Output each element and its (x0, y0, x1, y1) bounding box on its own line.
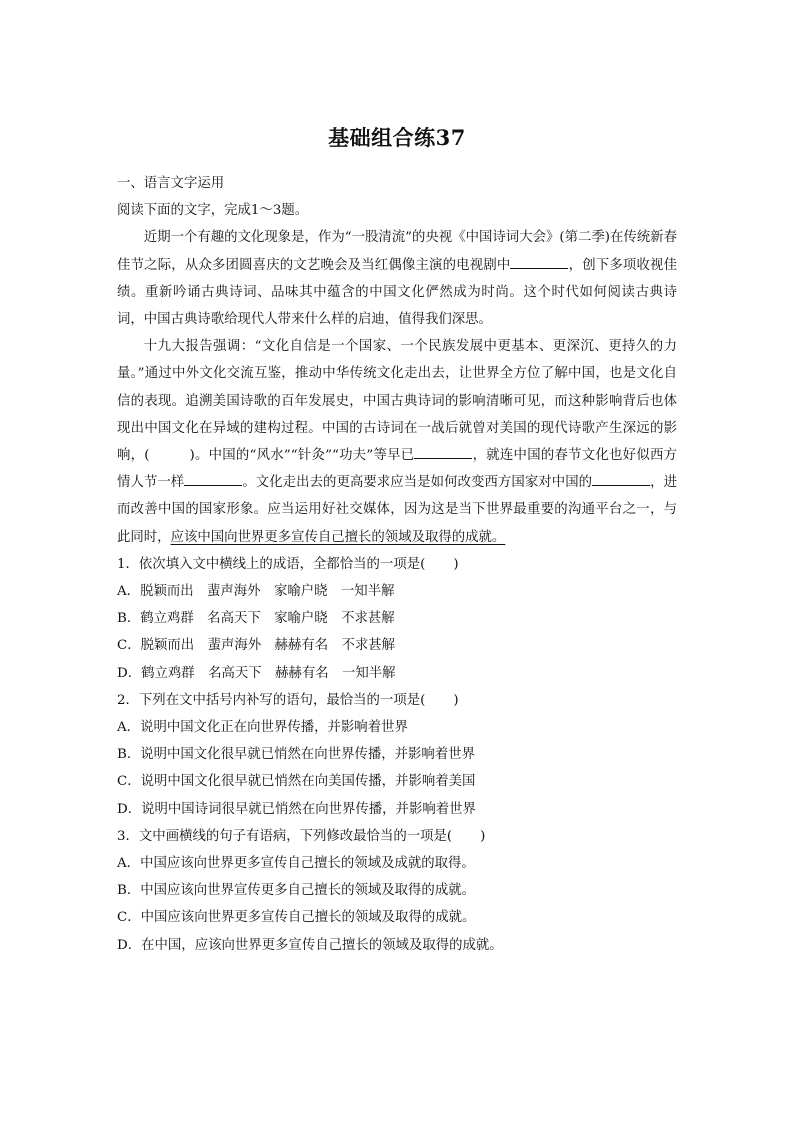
option-letter: A． (117, 856, 141, 872)
question-text: 3．文中画横线的句子有语病，下列修改最恰当的一项是( (117, 828, 453, 844)
option-text: 鹤立鸡群 名高天下 赫赫有名 一知半解 (141, 665, 396, 681)
option-letter: C． (117, 774, 141, 790)
option-letter: B． (117, 883, 141, 899)
option-text: 在中国，应该向世界更多宣传自己擅长的领域及取得的成就。 (141, 937, 503, 953)
option-letter: A． (117, 720, 141, 736)
question-1-option-a (117, 578, 677, 605)
option-letter: B． (117, 747, 141, 763)
question-3-option-c (117, 904, 677, 931)
passage-text: 近期一个有趣的文化现象是，作为“一股清流”的央视《中国诗词大会》(第二季)在传统新春佳节之际，从众多团圆喜庆的文艺晚会及当红偶像主演的电视剧中 (117, 230, 677, 273)
option-text: 中国应该向世界更多宣传自己擅长的领域及取得的成就。 (140, 910, 476, 926)
question-3-option-a (117, 850, 677, 877)
option-text: 说明中国诗词很早就已悄然在向世界传播，并影响着世界 (141, 801, 476, 817)
option-letter: B． (117, 611, 141, 627)
option-letter: D． (117, 801, 142, 817)
question-2-option-a (117, 714, 677, 741)
question-2-option-d (117, 796, 677, 823)
passage-text: )。中国的“风水”“针灸”“功夫”等早已 (189, 448, 415, 464)
option-text: 脱颖而出 蜚声海外 家喻户晓 一知半解 (140, 584, 395, 600)
question-1-stem (117, 551, 677, 578)
fill-blank-4 (592, 471, 650, 486)
option-letter: D． (117, 665, 142, 681)
option-text: 说明中国文化正在向世界传播，并影响着世界 (140, 720, 408, 736)
fill-blank-1 (510, 254, 568, 269)
passage-text: 十九大报告强调：“文化自信是一个国家、一个民族发展中更基本、更深沉、更持久的力量。”通过中外文化交流互鉴，推动中华传统文化走出去，让世界全方位了解中国，也是文化自信的表现。追溯美国诗歌的百年发展史，中国古典诗词的影响清晰可见，而这种影响背后也体现出中国文化在异域的建构过程。中国的古诗词在一战后就曾对美国的现代诗歌产生深远的影响，( (117, 339, 677, 464)
passage-paragraph-1 (117, 224, 677, 333)
instruction: 阅读下面的文字，完成1～3题。 (117, 203, 309, 219)
option-text: 鹤立鸡群 名高天下 家喻户晓 不求甚解 (140, 611, 395, 627)
option-text: 脱颖而出 蜚声海外 赫赫有名 不求甚解 (140, 638, 396, 654)
question-2-option-b (117, 741, 677, 768)
question-3-option-b (117, 877, 677, 904)
question-2-option-c (117, 768, 677, 795)
option-text: 中国应该向世界更多宣传自己擅长的领域及成就的取得。 (140, 856, 475, 872)
question-2-stem (117, 687, 677, 714)
question-3-stem (117, 823, 677, 850)
fill-blank-3 (184, 471, 242, 486)
passage-text: ，进而改善中国的国家形象。应当运用好社交媒体，因为这是当下世界最重要的沟通平台之一，与此同时， (117, 475, 678, 545)
question-text: 1．依次填入文中横线上的成语，全都恰当的一项是( (117, 556, 426, 572)
page-title: 基础组合练37 (328, 125, 466, 150)
document-body (117, 170, 677, 959)
section-heading: 一、语言文字运用 (117, 176, 225, 191)
question-paren-close: ) (453, 556, 459, 572)
question-paren-close: ) (453, 692, 459, 708)
passage-text: ，创下多项收视佳绩。重新吟诵古典诗词、品味其中蕴含的中国文化俨然成为时尚。这个时代如何阅读古典诗词，中国古典诗歌给现代人带来什么样的启迪，值得我们深思。 (117, 257, 678, 328)
option-text: 说明中国文化很早就已悄然在向世界传播，并影响着世界 (140, 747, 475, 763)
passage-text: ，就连中国的春节文化也好似西方情人节一样 (117, 448, 677, 491)
question-1-option-d (117, 660, 677, 687)
option-letter: C． (117, 638, 141, 654)
underlined-sentence: 应该中国向世界更多宣传自己擅长的领域及取得的成就。 (170, 529, 506, 545)
option-letter: D． (117, 937, 142, 953)
option-text: 中国应该向世界宣传更多自己擅长的领域及取得的成就。 (140, 883, 475, 899)
option-text: 说明中国文化很早就已悄然在向美国传播，并影响着美国 (140, 774, 476, 790)
fill-blank-2 (414, 444, 472, 459)
passage-text: 。文化走出去的更高要求应当是如何改变西方国家对中国的 (242, 475, 593, 491)
option-letter: A． (117, 584, 141, 600)
question-text: 2．下列在文中括号内补写的语句，最恰当的一项是( (117, 692, 426, 708)
question-1-option-c (117, 632, 677, 659)
option-letter: C． (117, 910, 141, 926)
question-1-option-b (117, 605, 677, 632)
question-paren-close: ) (480, 828, 486, 844)
question-3-option-d (117, 932, 677, 959)
passage-paragraph-2 (117, 333, 677, 551)
